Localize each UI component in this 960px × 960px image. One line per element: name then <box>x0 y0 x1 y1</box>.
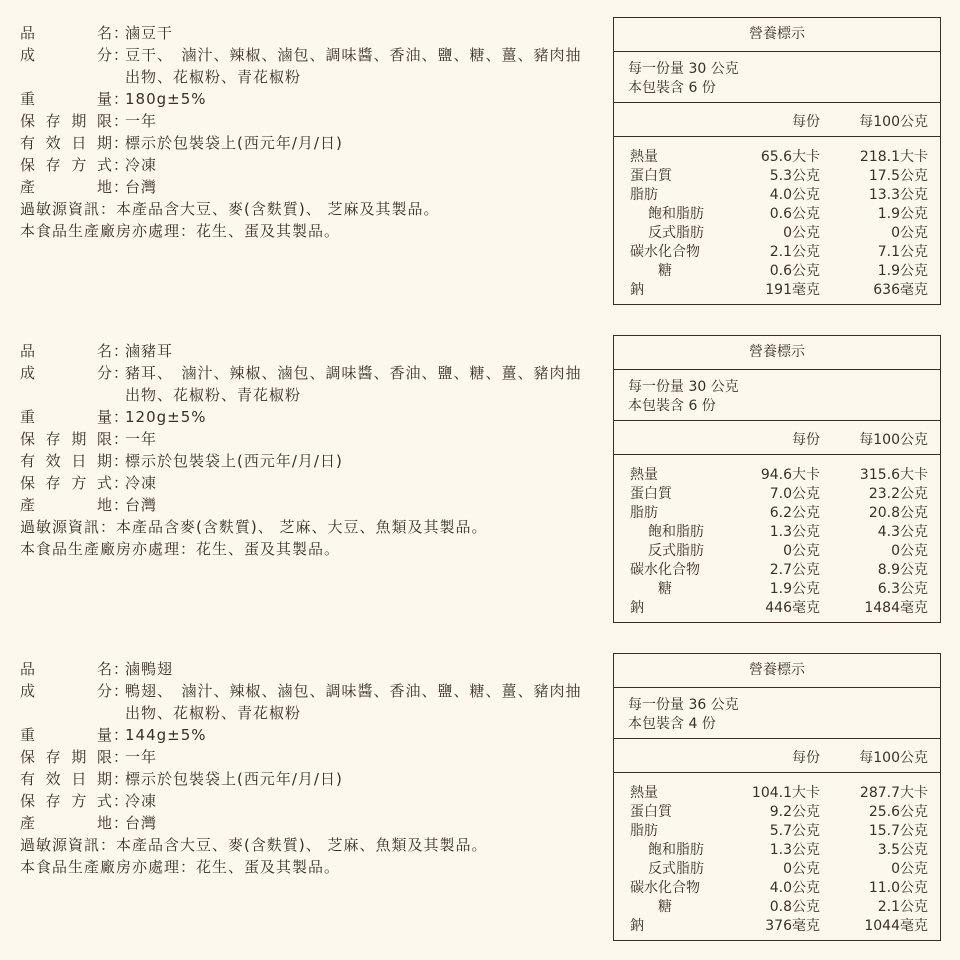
nutrition-row <box>614 262 940 281</box>
info-row-facility <box>20 220 600 242</box>
nutrient-per-100g: 15.7公克 <box>868 823 928 839</box>
info-label: 重 量 <box>20 90 113 108</box>
info-row-shelf_life <box>20 428 600 450</box>
info-value-name: 滷豬耳 <box>125 342 174 360</box>
nutrient-per-serving: 4.0公克 <box>769 187 820 203</box>
nutrient-name: 糖 <box>658 263 672 279</box>
info-row-ingredients <box>20 44 600 88</box>
info-label: 保 存 方 式 <box>20 792 113 810</box>
per-serving-header: 每份 <box>792 114 820 130</box>
nutrition-header <box>614 421 940 455</box>
nutrient-name: 飽和脂肪 <box>648 206 704 222</box>
info-label: 品 名 <box>20 24 113 42</box>
nutrient-name: 糖 <box>658 899 672 915</box>
colon: ： <box>113 342 130 360</box>
nutrient-per-100g: 6.3公克 <box>877 581 928 597</box>
colon: ： <box>113 430 130 448</box>
per-serving-header: 每份 <box>792 432 820 448</box>
info-label: 保 存 期 限 <box>20 430 113 448</box>
info-row-name <box>20 340 600 362</box>
nutrient-per-serving: 4.0公克 <box>769 880 820 896</box>
colon: ： <box>113 748 130 766</box>
nutrient-per-serving: 0公克 <box>783 861 820 877</box>
nutrient-per-serving: 0.8公克 <box>769 899 820 915</box>
colon: ： <box>113 112 130 130</box>
info-value-shelf_life: 一年 <box>125 748 158 766</box>
info-value-facility: 花生、蛋及其製品。 <box>196 222 341 240</box>
nutrient-per-100g: 0公克 <box>891 225 928 241</box>
nutrient-name: 脂肪 <box>630 823 658 839</box>
nutrient-name: 熱量 <box>630 785 658 801</box>
nutrition-row <box>614 841 940 860</box>
serving-size: 每一份量 36 公克 <box>628 697 739 713</box>
nutrient-per-100g: 315.6大卡 <box>859 467 928 483</box>
nutrition-row <box>614 599 940 618</box>
info-value-storage: 冷凍 <box>125 474 158 492</box>
serving-info <box>614 688 940 739</box>
colon: ： <box>113 408 130 426</box>
info-label: 有 效 日 期 <box>20 452 113 470</box>
nutrient-per-100g: 636毫克 <box>873 282 928 298</box>
colon: ： <box>113 364 130 382</box>
info-value-shelf_life: 一年 <box>125 430 158 448</box>
product-section <box>0 318 960 636</box>
info-label: 有 效 日 期 <box>20 770 113 788</box>
nutrient-name: 糖 <box>658 581 672 597</box>
nutrient-per-100g: 7.1公克 <box>877 244 928 260</box>
nutrition-row <box>614 822 940 841</box>
serving-info <box>614 52 940 103</box>
servings-per-package: 本包裝含 4 份 <box>628 716 716 732</box>
info-row-origin <box>20 812 600 834</box>
info-row-name <box>20 658 600 680</box>
nutrient-per-100g: 17.5公克 <box>868 168 928 184</box>
nutrition-row <box>614 784 940 803</box>
nutrition-row <box>614 523 940 542</box>
colon: ： <box>113 134 130 152</box>
nutrition-row <box>614 186 940 205</box>
colon: ： <box>113 682 130 700</box>
info-value-ingredients: 鴨翅、 滷汁、辣椒、滷包、調味醬、香油、鹽、糖、薑、豬肉抽出物、花椒粉、青花椒粉 <box>125 682 582 722</box>
info-label: 本食品生產廠房亦處理： <box>20 540 197 558</box>
nutrient-per-serving: 1.9公克 <box>769 581 820 597</box>
colon: ： <box>113 496 130 514</box>
serving-size: 每一份量 30 公克 <box>628 61 739 77</box>
info-label: 產 地 <box>20 178 113 196</box>
colon: ： <box>113 726 130 744</box>
nutrient-per-100g: 1.9公克 <box>877 263 928 279</box>
info-value-storage: 冷凍 <box>125 792 158 810</box>
colon: ： <box>113 474 130 492</box>
info-value-expiry: 標示於包裝袋上(西元年/月/日) <box>125 452 343 470</box>
nutrient-per-100g: 8.9公克 <box>877 562 928 578</box>
info-row-origin <box>20 494 600 516</box>
nutrient-per-100g: 3.5公克 <box>877 842 928 858</box>
info-label: 品 名 <box>20 342 113 360</box>
nutrient-per-100g: 218.1大卡 <box>859 149 928 165</box>
nutrient-name: 反式脂肪 <box>648 225 704 241</box>
nutrition-row <box>614 224 940 243</box>
info-row-shelf_life <box>20 110 600 132</box>
info-value-name: 滷豆干 <box>125 24 174 42</box>
nutrition-title: 營養標示 <box>614 18 940 52</box>
nutrient-name: 蛋白質 <box>630 804 672 820</box>
info-value-ingredients: 豬耳、 滷汁、辣椒、滷包、調味醬、香油、鹽、糖、薑、豬肉抽出物、花椒粉、青花椒粉 <box>125 364 582 404</box>
info-row-shelf_life <box>20 746 600 768</box>
info-row-expiry <box>20 450 600 472</box>
nutrient-per-serving: 5.3公克 <box>769 168 820 184</box>
nutrient-per-serving: 5.7公克 <box>769 823 820 839</box>
nutrient-per-serving: 191毫克 <box>765 282 820 298</box>
nutrient-per-serving: 0公克 <box>783 225 820 241</box>
info-row-name <box>20 22 600 44</box>
info-label: 品 名 <box>20 660 113 678</box>
nutrition-row <box>614 879 940 898</box>
info-label: 本食品生產廠房亦處理： <box>20 858 197 876</box>
nutrition-row <box>614 803 940 822</box>
nutrient-per-serving: 376毫克 <box>765 918 820 934</box>
info-label: 有 效 日 期 <box>20 134 113 152</box>
nutrient-name: 鈉 <box>630 600 644 616</box>
info-label: 成 分 <box>20 682 113 700</box>
info-label: 重 量 <box>20 408 113 426</box>
nutrient-per-100g: 1484毫克 <box>864 600 928 616</box>
info-value-allergen: 本產品含大豆、麥(含麩質)、 芝麻及其製品。 <box>116 200 440 218</box>
info-row-allergen: 過敏源資訊：本產品含大豆、麥(含麩質)、 芝麻及其製品。 <box>20 200 440 218</box>
nutrient-name: 鈉 <box>630 282 644 298</box>
product-info <box>20 658 600 878</box>
per-100g-header: 每100公克 <box>859 750 928 766</box>
nutrition-header <box>614 739 940 773</box>
info-row-weight <box>20 88 600 110</box>
product-info <box>20 22 600 242</box>
nutrient-name: 鈉 <box>630 918 644 934</box>
serving-size: 每一份量 30 公克 <box>628 379 739 395</box>
info-label: 重 量 <box>20 726 113 744</box>
nutrition-body <box>614 455 940 618</box>
nutrition-row <box>614 281 940 300</box>
nutrient-per-serving: 7.0公克 <box>769 486 820 502</box>
nutrition-row <box>614 466 940 485</box>
nutrient-name: 反式脂肪 <box>648 861 704 877</box>
per-100g-header: 每100公克 <box>859 432 928 448</box>
nutrient-per-100g: 0公克 <box>891 543 928 559</box>
nutrient-per-serving: 2.1公克 <box>769 244 820 260</box>
nutrition-title: 營養標示 <box>614 654 940 688</box>
info-row-expiry <box>20 132 600 154</box>
nutrition-header <box>614 103 940 137</box>
nutrient-name: 蛋白質 <box>630 168 672 184</box>
info-row-storage <box>20 154 600 176</box>
nutrient-per-serving: 2.7公克 <box>769 562 820 578</box>
colon: ： <box>113 660 130 678</box>
info-value-allergen: 本產品含大豆、麥(含麩質)、 芝麻、魚類及其製品。 <box>116 836 488 854</box>
nutrient-name: 碳水化合物 <box>630 244 700 260</box>
nutrition-row <box>614 167 940 186</box>
nutrient-name: 碳水化合物 <box>630 880 700 896</box>
nutrient-per-100g: 13.3公克 <box>868 187 928 203</box>
nutrient-per-serving: 0公克 <box>783 543 820 559</box>
nutrient-name: 碳水化合物 <box>630 562 700 578</box>
nutrient-per-100g: 2.1公克 <box>877 899 928 915</box>
nutrition-body <box>614 773 940 936</box>
nutrient-name: 飽和脂肪 <box>648 842 704 858</box>
nutrition-row <box>614 205 940 224</box>
info-row-facility <box>20 856 600 878</box>
nutrition-row <box>614 504 940 523</box>
info-value-weight: 144g±5% <box>125 726 207 744</box>
nutrition-row <box>614 898 940 917</box>
nutrition-row <box>614 243 940 262</box>
colon: ： <box>113 814 130 832</box>
nutrition-row <box>614 580 940 599</box>
nutrition-table <box>613 653 941 941</box>
serving-info <box>614 370 940 421</box>
nutrient-per-serving: 6.2公克 <box>769 505 820 521</box>
info-value-storage: 冷凍 <box>125 156 158 174</box>
nutrition-table <box>613 335 941 623</box>
info-value-origin: 台灣 <box>125 178 158 196</box>
nutrient-per-100g: 23.2公克 <box>868 486 928 502</box>
nutrient-per-100g: 1.9公克 <box>877 206 928 222</box>
info-label: 本食品生產廠房亦處理： <box>20 222 197 240</box>
info-row-ingredients <box>20 362 600 406</box>
nutrition-title: 營養標示 <box>614 336 940 370</box>
nutrient-per-100g: 11.0公克 <box>868 880 928 896</box>
info-label: 保 存 方 式 <box>20 156 113 174</box>
info-row-ingredients <box>20 680 600 724</box>
info-value-ingredients: 豆干、 滷汁、辣椒、滷包、調味醬、香油、鹽、糖、薑、豬肉抽出物、花椒粉、青花椒粉 <box>125 46 582 86</box>
info-row-storage <box>20 472 600 494</box>
nutrition-row <box>614 542 940 561</box>
product-section <box>0 0 960 318</box>
info-label: 成 分 <box>20 364 113 382</box>
nutrient-name: 飽和脂肪 <box>648 524 704 540</box>
nutrient-per-serving: 446毫克 <box>765 600 820 616</box>
nutrient-name: 蛋白質 <box>630 486 672 502</box>
nutrient-per-serving: 1.3公克 <box>769 842 820 858</box>
info-value-facility: 花生、蛋及其製品。 <box>196 540 341 558</box>
info-row-origin <box>20 176 600 198</box>
info-label: 成 分 <box>20 46 113 64</box>
nutrient-per-serving: 1.3公克 <box>769 524 820 540</box>
product-section <box>0 636 960 954</box>
info-row-allergen: 過敏源資訊：本產品含麥(含麩質)、 芝麻、大豆、魚類及其製品。 <box>20 518 488 536</box>
colon: ： <box>113 156 130 174</box>
info-row-allergen: 過敏源資訊：本產品含大豆、麥(含麩質)、 芝麻、魚類及其製品。 <box>20 836 488 854</box>
info-label: 過敏源資訊 <box>20 518 101 536</box>
info-value-allergen: 本產品含麥(含麩質)、 芝麻、大豆、魚類及其製品。 <box>116 518 488 536</box>
servings-per-package: 本包裝含 6 份 <box>628 80 716 96</box>
nutrient-per-serving: 0.6公克 <box>769 263 820 279</box>
colon: ： <box>113 452 130 470</box>
info-value-weight: 180g±5% <box>125 90 207 108</box>
colon: ： <box>113 90 130 108</box>
product-info <box>20 340 600 560</box>
info-value-weight: 120g±5% <box>125 408 207 426</box>
info-label: 保 存 期 限 <box>20 112 113 130</box>
nutrient-name: 脂肪 <box>630 187 658 203</box>
nutrient-per-serving: 65.6大卡 <box>760 149 820 165</box>
info-value-expiry: 標示於包裝袋上(西元年/月/日) <box>125 134 343 152</box>
per-serving-header: 每份 <box>792 750 820 766</box>
nutrition-row <box>614 860 940 879</box>
colon: ： <box>113 24 130 42</box>
nutrient-per-100g: 1044毫克 <box>864 918 928 934</box>
nutrient-per-serving: 94.6大卡 <box>760 467 820 483</box>
info-label: 產 地 <box>20 496 113 514</box>
info-value-facility: 花生、蛋及其製品。 <box>196 858 341 876</box>
nutrient-per-serving: 104.1大卡 <box>751 785 820 801</box>
nutrition-row <box>614 485 940 504</box>
info-label: 保 存 期 限 <box>20 748 113 766</box>
nutrient-per-100g: 20.8公克 <box>868 505 928 521</box>
nutrient-name: 熱量 <box>630 149 658 165</box>
nutrition-body <box>614 137 940 300</box>
info-row-expiry <box>20 768 600 790</box>
nutrient-per-100g: 0公克 <box>891 861 928 877</box>
info-value-expiry: 標示於包裝袋上(西元年/月/日) <box>125 770 343 788</box>
nutrition-row <box>614 561 940 580</box>
colon: ： <box>113 178 130 196</box>
nutrition-table <box>613 17 941 305</box>
info-value-origin: 台灣 <box>125 496 158 514</box>
info-label: 保 存 方 式 <box>20 474 113 492</box>
nutrient-per-100g: 287.7大卡 <box>859 785 928 801</box>
nutrient-name: 反式脂肪 <box>648 543 704 559</box>
info-value-shelf_life: 一年 <box>125 112 158 130</box>
nutrient-per-100g: 25.6公克 <box>868 804 928 820</box>
colon: ： <box>113 46 130 64</box>
info-value-name: 滷鴨翅 <box>125 660 174 678</box>
nutrient-name: 熱量 <box>630 467 658 483</box>
colon: ： <box>113 792 130 810</box>
servings-per-package: 本包裝含 6 份 <box>628 398 716 414</box>
nutrient-per-serving: 0.6公克 <box>769 206 820 222</box>
nutrition-row <box>614 148 940 167</box>
nutrient-per-serving: 9.2公克 <box>769 804 820 820</box>
per-100g-header: 每100公克 <box>859 114 928 130</box>
info-label: 過敏源資訊 <box>20 836 101 854</box>
nutrient-name: 脂肪 <box>630 505 658 521</box>
info-label: 產 地 <box>20 814 113 832</box>
info-row-weight <box>20 724 600 746</box>
info-label: 過敏源資訊 <box>20 200 101 218</box>
info-row-storage <box>20 790 600 812</box>
colon: ： <box>113 770 130 788</box>
info-row-weight <box>20 406 600 428</box>
nutrient-per-100g: 4.3公克 <box>877 524 928 540</box>
info-row-facility <box>20 538 600 560</box>
info-value-origin: 台灣 <box>125 814 158 832</box>
nutrition-row <box>614 917 940 936</box>
